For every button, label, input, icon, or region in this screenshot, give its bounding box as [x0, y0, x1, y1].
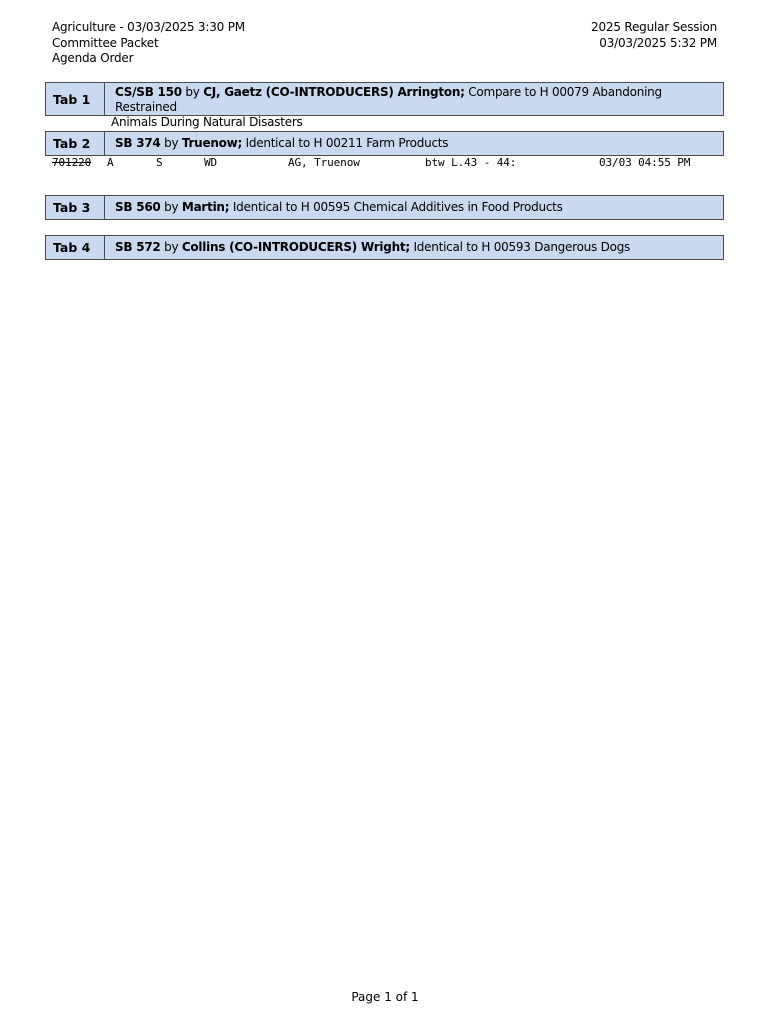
session-name: 2025 Regular Session [591, 20, 717, 34]
tab-2-sponsors: Truenow; [181, 136, 243, 150]
header-left [52, 20, 245, 67]
agenda-order: Agenda Order [52, 51, 134, 65]
amendment-chamber: S [156, 156, 163, 169]
tab-1-row [45, 82, 724, 129]
tab-4-row [45, 235, 724, 260]
tab-3-sponsors: Martin; [181, 200, 230, 214]
packet-title: Committee Packet [52, 35, 159, 50]
tab-1-sponsors: CJ, Gaetz (CO-INTRODUCERS) Arrington; [203, 85, 465, 99]
tab-3-description: Identical to H 00595 Chemical Additives in Food Products [229, 200, 563, 214]
amendment-row [52, 156, 732, 171]
tab-1-content [105, 83, 723, 129]
amendment-sponsor: AG, Truenow [288, 156, 360, 169]
committee-meeting: Agriculture - 03/03/2025 3:30 PM [52, 20, 245, 34]
tab-2-description: Identical to H 00211 Farm Products [242, 136, 449, 150]
tab-3-by: by [160, 200, 182, 214]
amendment-type: A [107, 156, 114, 169]
amendment-action: WD [204, 156, 218, 169]
amendment-timestamp: 03/03 04:55 PM [599, 156, 691, 169]
amendment-number: 701220 [52, 156, 92, 169]
tab-3-label: Tab 3 [46, 196, 105, 219]
tab-2-bill: SB 374 [115, 136, 161, 150]
header-right [591, 20, 717, 51]
tab-4-bill: SB 572 [115, 240, 161, 254]
tab-4-description: Identical to H 00593 Dangerous Dogs [409, 240, 631, 254]
tab-3-bill: SB 560 [115, 200, 161, 214]
tab-4-by: by [160, 240, 182, 254]
tab-2-row [45, 131, 724, 156]
tab-3-row [45, 195, 724, 220]
tab-4-sponsors: Collins (CO-INTRODUCERS) Wright; [181, 240, 410, 254]
amendment-location: btw L.43 - 44: [425, 156, 517, 169]
tab-3-content [105, 196, 723, 219]
tab-1-description: Compare to H 00079 Abandoning Restrained [115, 85, 662, 114]
generated-timestamp: 03/03/2025 5:32 PM [599, 35, 717, 50]
tab-1-bill: CS/SB 150 [115, 85, 182, 99]
tab-1-description-cont: Animals During Natural Disasters [111, 115, 303, 129]
tab-4-label: Tab 4 [46, 236, 105, 259]
tab-1-by: by [181, 85, 204, 99]
tab-2-content [105, 132, 723, 155]
tab-2-by: by [160, 136, 182, 150]
tab-2-label: Tab 2 [46, 132, 105, 155]
amendment-line-gap [94, 156, 107, 169]
tab-4-content [105, 236, 723, 259]
tab-1-label: Tab 1 [46, 83, 105, 115]
page-number: Page 1 of 1 [351, 990, 419, 1004]
